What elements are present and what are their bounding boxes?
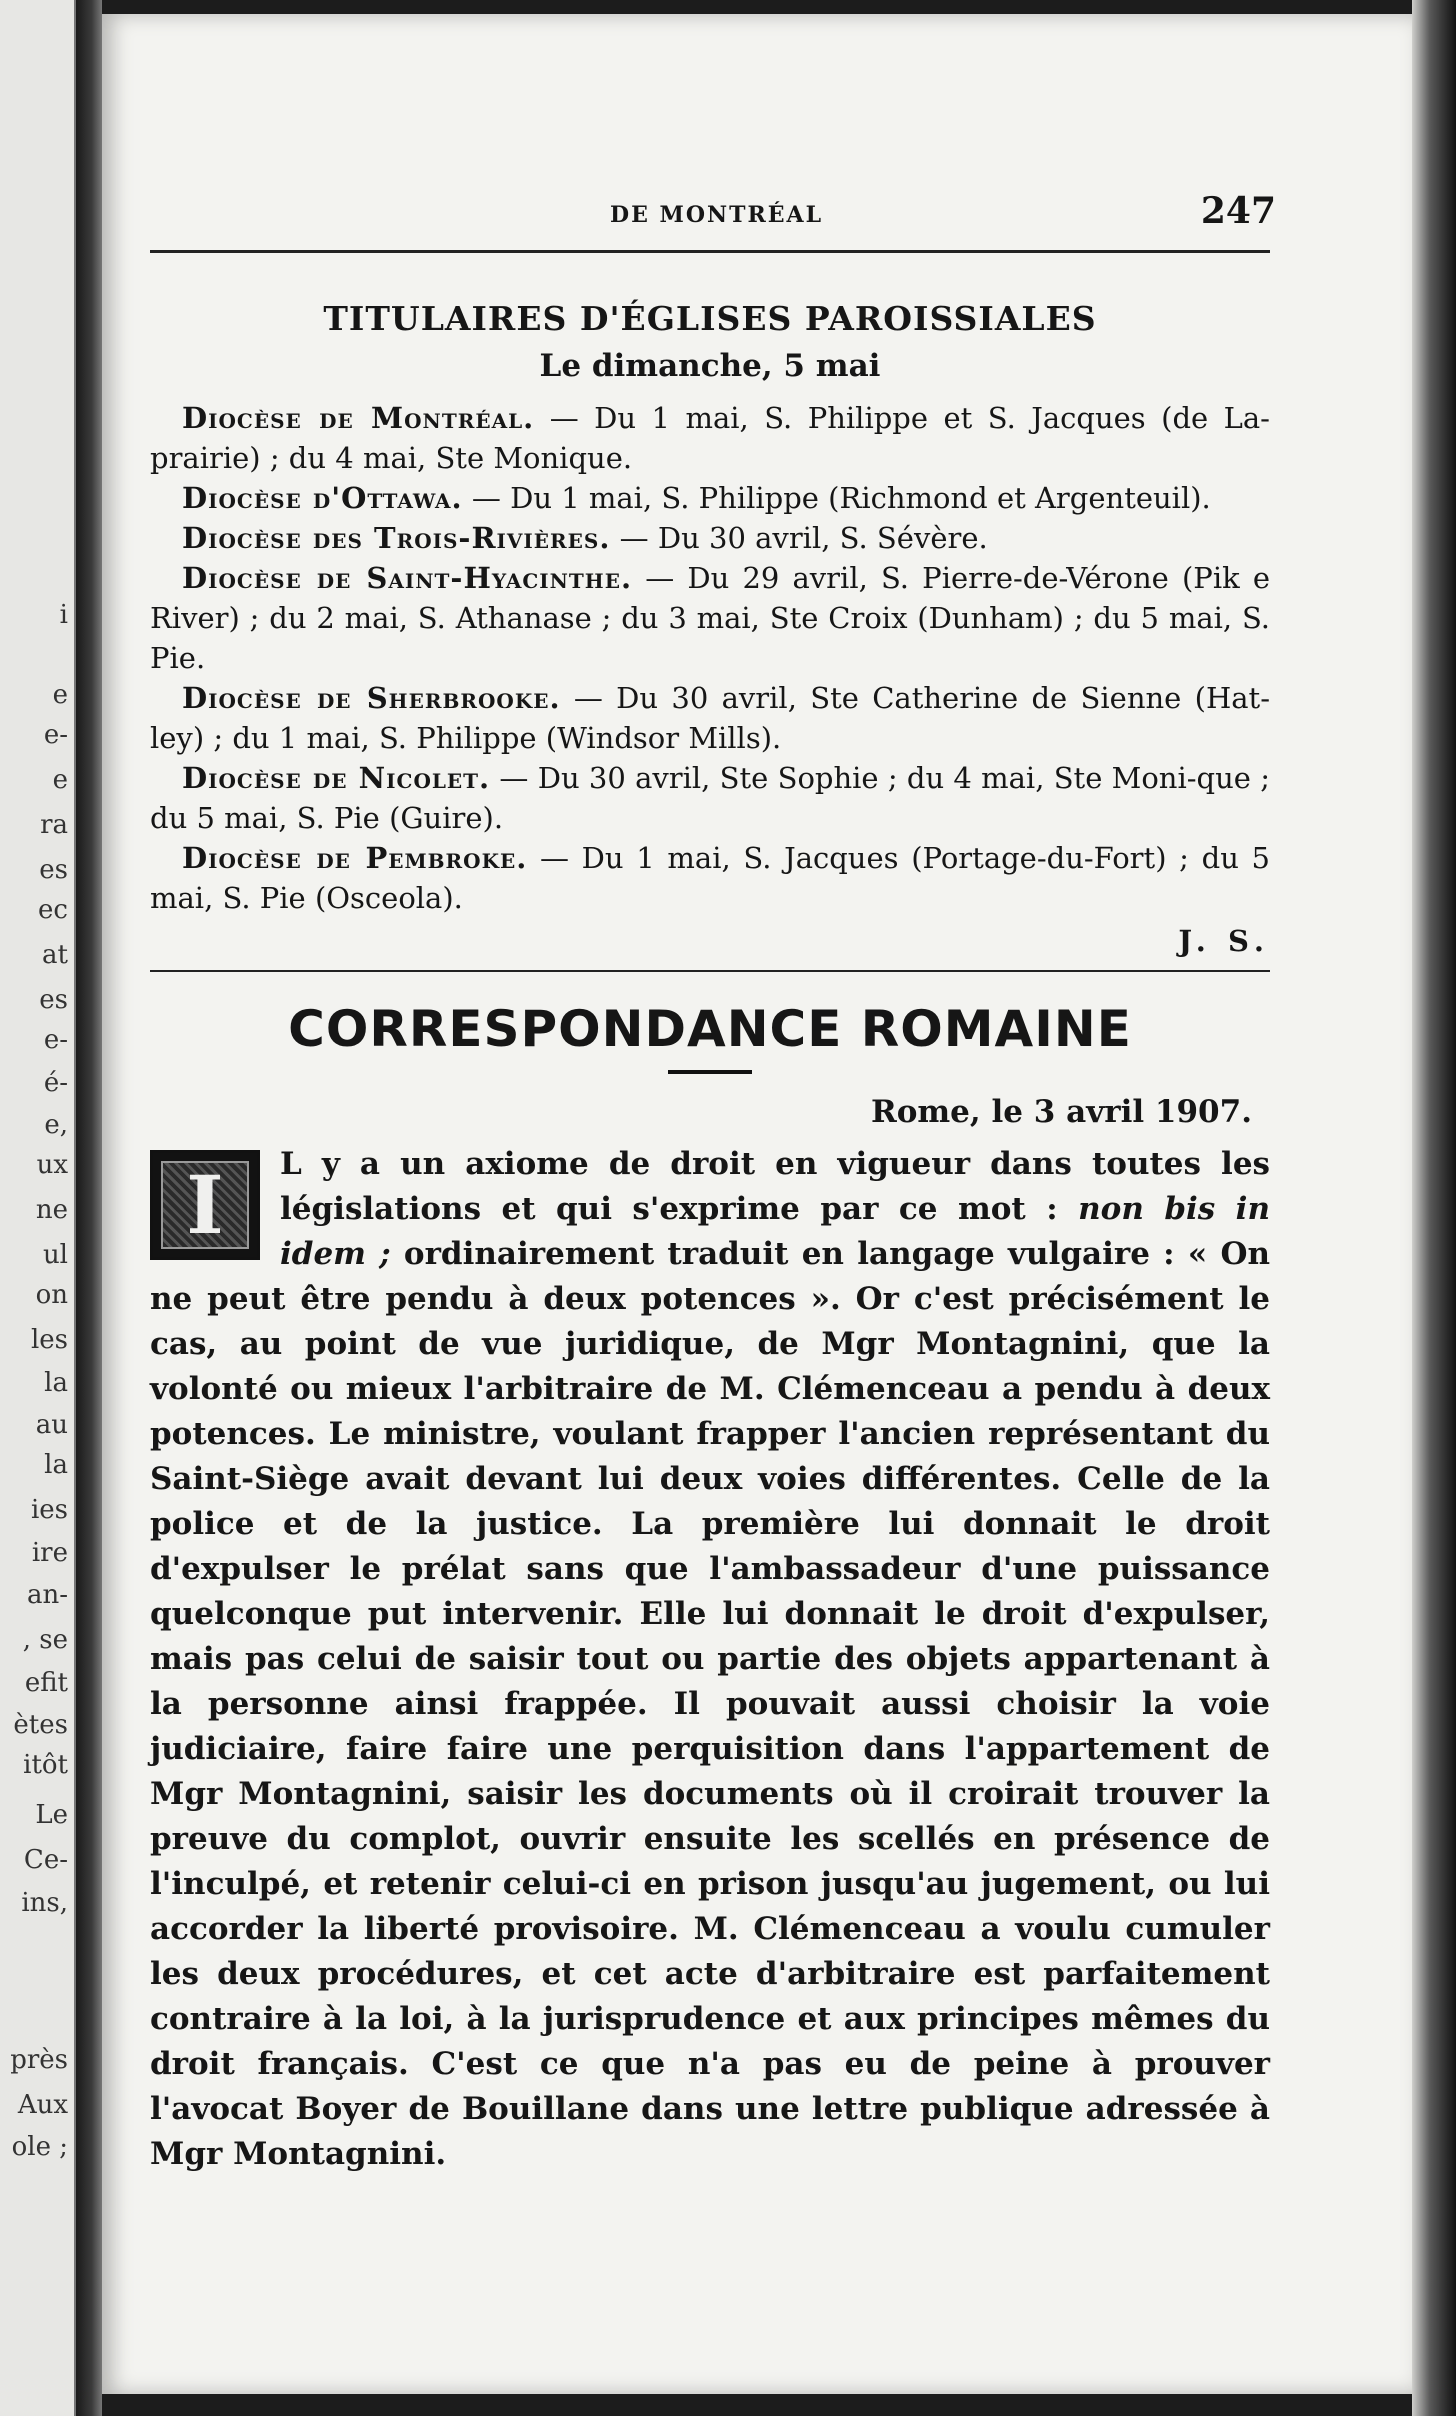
adjacent-page-fragment: ne: [35, 1195, 68, 1225]
first-word: L: [280, 1146, 302, 1182]
diocese-name: Diocèse de Nicolet.: [182, 761, 491, 795]
adjacent-page-fragment: les: [30, 1325, 68, 1355]
adjacent-page-fragment: ra: [40, 810, 68, 840]
adjacent-page-fragment: on: [35, 1280, 68, 1310]
adjacent-page-fragment: ux: [36, 1150, 68, 1180]
adjacent-page-fragment: e: [52, 765, 68, 795]
latin-phrase: non bis in idem ;: [280, 1191, 1270, 1272]
section-divider: [150, 970, 1270, 972]
adjacent-page-fragment: Aux: [17, 2090, 68, 2120]
adjacent-page-fragment: ul: [42, 1240, 68, 1270]
drop-cap-letter: I: [186, 1158, 224, 1252]
section-subtitle-date: Le dimanche, 5 mai: [539, 348, 881, 384]
diocese-entry: [150, 398, 1270, 478]
adjacent-page-fragment: e-: [43, 720, 68, 750]
diocese-text: — Du 1 mai, S. Philippe et S. Jacques (de La-prairie) ; du 4 mai, Ste Monique.: [150, 401, 1270, 475]
diocese-list: [150, 398, 1270, 918]
adjacent-page-fragment: e: [52, 680, 68, 710]
adjacent-page-fragment: ole ;: [11, 2132, 68, 2162]
adjacent-page-fragment: ètes: [13, 1710, 68, 1740]
diocese-entry: [150, 478, 1270, 518]
diocese-name: Diocèse de Montréal.: [182, 401, 535, 435]
adjacent-page-fragment: près: [10, 2045, 68, 2075]
diocese-name: Diocèse des Trois-Rivières.: [182, 521, 611, 555]
dateline: Rome, le 3 avril 1907.: [870, 1094, 1252, 1130]
adjacent-page-fragment: au: [35, 1410, 68, 1440]
adjacent-page-fragment: es: [39, 985, 68, 1015]
diocese-entry: [150, 678, 1270, 758]
adjacent-page-fragment: Le: [35, 1800, 68, 1830]
adjacent-page-fragment: efit: [24, 1668, 68, 1698]
signature-initials: J. S.: [1178, 924, 1270, 958]
adjacent-page-fragment: la: [44, 1368, 68, 1398]
diocese-text: — Du 1 mai, S. Philippe (Richmond et Argenteuil).: [462, 481, 1211, 515]
book-gutter: [76, 0, 102, 2416]
adjacent-page-fragment: , se: [22, 1625, 68, 1655]
adjacent-page-fragment: at: [42, 940, 68, 970]
adjacent-page-fragment: Ce-: [23, 1845, 68, 1875]
diocese-text: — Du 29 avril, S. Pierre-de-Vérone (Pik e River) ; du 2 mai, S. Athanase ; du 3 mai, Ste Croix (Dunham) ; du 5 mai, S. Pie.: [150, 561, 1270, 675]
diocese-entry: [150, 758, 1270, 838]
adjacent-page-fragment: an-: [26, 1580, 68, 1610]
section-title-correspondance: CORRESPONDANCE ROMAINE: [288, 1000, 1132, 1058]
adjacent-page-fragment: itôt: [23, 1750, 68, 1780]
body-text-part2: ordinairement traduit en langage vulgaire : « On ne peut être pendu à deux potences ». Or c'est précisément le cas, au point de vue juridique, de Mgr Montagnini, que la volonté ou mieux l'arbitraire de M. Clémenceau a pendu à deux potences. Le ministre, voulant frapper l'ancien représentant du Saint-Siège avait devant lui deux voies différentes. Celle de la police et de la justice. La première lui donnait le droit d'expulser le prélat sans que l'ambassadeur d'une puissance quelconque put intervenir. Elle lui donnait le droit d'expulser, mais pas celui de saisir tout ou partie des objets appartenant à la personne ainsi frappée. Il pouvait aussi choisir la voie judiciaire, faire faire une perquisition dans l'appartement de Mgr Montagnini, saisir les documents où il croirait trouver la preuve du complot, ouvrir ensuite les scellés en présence de l'inculpé, et retenir celui-ci en prison jusqu'au jugement, ou lui accorder la liberté provisoire. M. Clémenceau a voulu cumuler les deux procédures, et cet acte d'arbitraire est parfaitement contraire à la loi, à la jurisprudence et aux principes mêmes du droit français. C'est ce que n'a pas eu de peine à prouver l'avocat Boyer de Bouillane dans une lettre publique adressée à Mgr Montagnini.: [150, 1236, 1270, 2172]
adjacent-page-fragment: é-: [43, 1068, 68, 1098]
header-rule: [150, 250, 1270, 253]
adjacent-page-fragment: ies: [30, 1495, 68, 1525]
diocese-entry: [150, 518, 1270, 558]
page-content: [150, 190, 1276, 2177]
adjacent-page-fragment: ins,: [21, 1888, 68, 1918]
title-underline: [668, 1070, 752, 1074]
page-edge: [1412, 0, 1456, 2416]
diocese-text: — Du 30 avril, Ste Sophie ; du 4 mai, Ste Moni-que ; du 5 mai, S. Pie (Guire).: [150, 761, 1270, 835]
adjacent-page-fragment: ec: [38, 895, 68, 925]
diocese-name: Diocèse d'Ottawa.: [182, 481, 463, 515]
article-body: [150, 1142, 1270, 2177]
adjacent-page-fragment: e,: [44, 1110, 68, 1140]
running-title: DE MONTRÉAL: [610, 202, 824, 228]
diocese-entry: [150, 558, 1270, 678]
adjacent-page-strip: [0, 0, 76, 2416]
adjacent-page-fragment: es: [39, 855, 68, 885]
diocese-text: — Du 1 mai, S. Jacques (Portage-du-Fort) ; du 5 mai, S. Pie (Osceola).: [150, 841, 1270, 915]
adjacent-page-fragment: ire: [31, 1538, 68, 1568]
ornamental-drop-cap-icon: [150, 1150, 260, 1260]
adjacent-page-fragment: la: [44, 1450, 68, 1480]
page-number: 247: [1200, 190, 1276, 232]
body-text-part1: y a un axiome de droit en vigueur dans toutes les législations et qui s'exprime par ce mot :: [280, 1146, 1270, 1227]
diocese-name: Diocèse de Saint-Hyacinthe.: [182, 561, 633, 595]
adjacent-page-fragment: e-: [43, 1025, 68, 1055]
diocese-text: — Du 30 avril, S. Sévère.: [610, 521, 988, 555]
section-title-titulaires: TITULAIRES D'ÉGLISES PAROISSIALES: [323, 299, 1097, 338]
diocese-name: Diocèse de Sherbrooke.: [182, 681, 561, 715]
running-head: [150, 190, 1276, 250]
diocese-entry: [150, 838, 1270, 918]
diocese-text: — Du 30 avril, Ste Catherine de Sienne (Hat-ley) ; du 1 mai, S. Philippe (Windsor Mills).: [150, 681, 1270, 755]
diocese-name: Diocèse de Pembroke.: [182, 841, 528, 875]
adjacent-page-fragment: i: [59, 600, 68, 630]
